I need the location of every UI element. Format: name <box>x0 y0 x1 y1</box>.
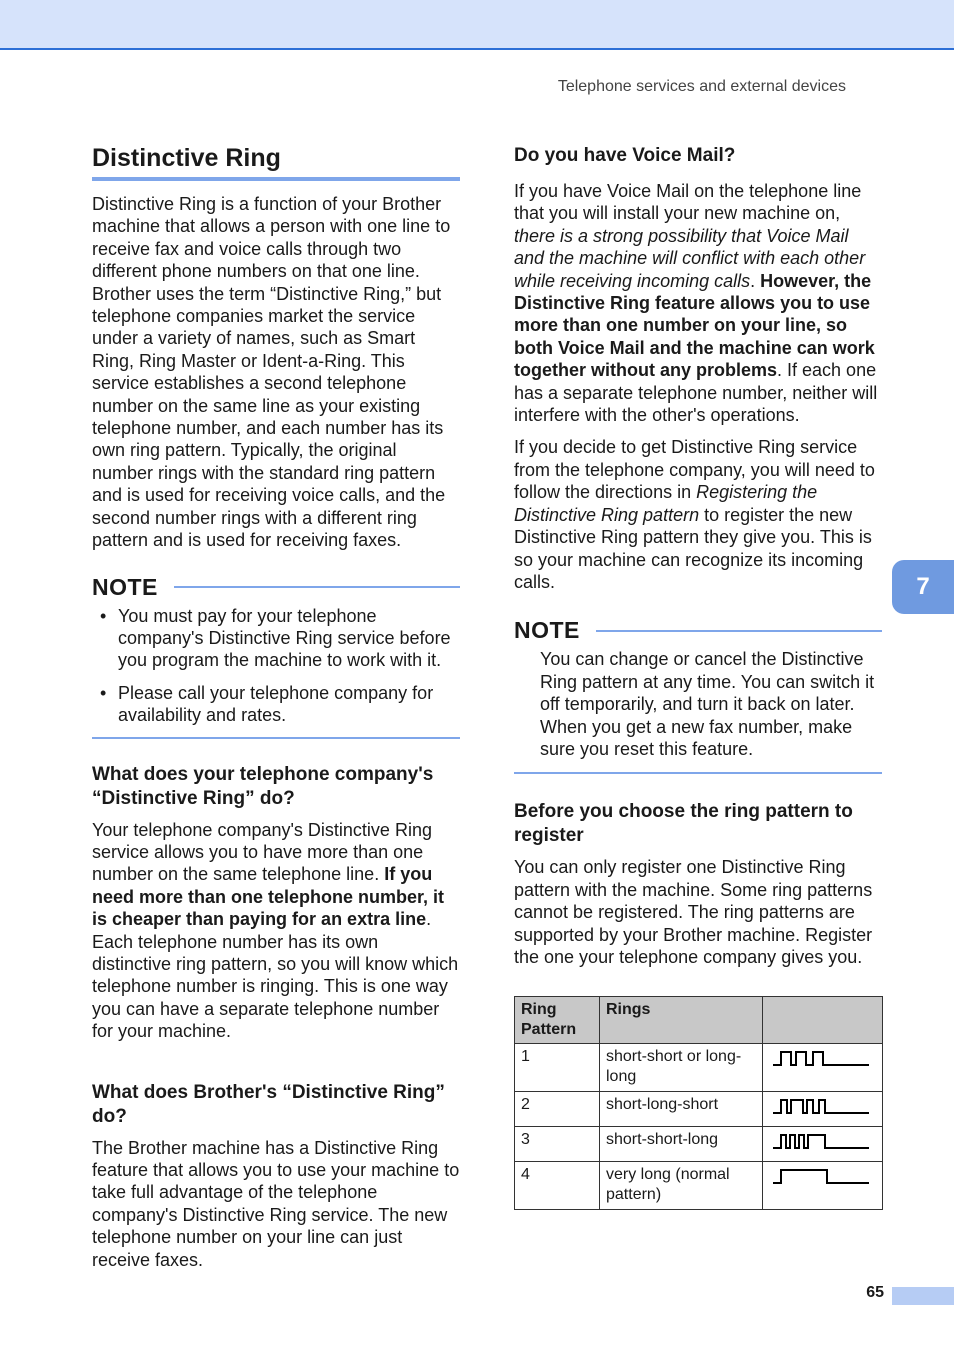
table-row <box>515 1162 883 1210</box>
page-number: 65 <box>866 1284 884 1301</box>
text-run: to register the new Distinctive Ring pattern they give you. This is so your machine can recognize its incoming calls. <box>514 504 872 592</box>
italic-run: there is a strong possibility that Voice Mail and the machine will conflict with each other while receiving incoming calls <box>514 225 866 291</box>
section-heading-voicemail: Do you have Voice Mail? <box>514 145 736 166</box>
rings-description: short-short or long-long <box>600 1044 763 1092</box>
bold-run: However, the Distinctive Ring feature allows you to use more than one number on your line, so both Voice Mail and the machine can work together without any problems <box>514 270 875 381</box>
table-row <box>515 1044 883 1092</box>
note-rule <box>596 630 882 632</box>
text-run: . If each one has a separate telephone number, neither will interfere with the other's operations. <box>514 360 878 426</box>
waveform-short-short-icon <box>769 1047 873 1069</box>
rings-description: short-short-long <box>600 1127 763 1162</box>
header-bar <box>0 0 954 50</box>
section-heading-brother-ring: What does Brother's “Distinctive Ring” do? <box>92 1081 445 1127</box>
note-item: • You must pay for your telephone company's Distinctive Ring service before you program the machine to work with it. <box>92 605 460 672</box>
note-label: NOTE <box>92 573 158 600</box>
page-number-bar <box>892 1287 954 1305</box>
pattern-number: 4 <box>515 1162 600 1210</box>
note-list <box>92 605 460 727</box>
text-run: . <box>750 270 761 291</box>
note-rule <box>174 586 460 588</box>
rings-description: very long (normal pattern) <box>600 1162 763 1210</box>
intro-paragraph: Distinctive Ring is a function of your Brother machine that allows a person with one line to receive fax and voice calls through two different phone numbers on that one line. Brother uses the term “Distinctive Ring,” but telephone companies market the service under a variety of names, such as Smart Ring, Ring Master or Ident-a-Ring. This service establishes a second telephone number on the same line as your existing telephone number, and each number has its own ring pattern. Typically, the original number rings with the standard ring pattern and is used for receiving voice calls, and the second number rings with a different ring pattern and is used for receiving faxes. <box>92 194 451 551</box>
column-header: Rings <box>600 997 763 1044</box>
ring-waveform-3 <box>763 1127 883 1162</box>
chapter-tab: 7 <box>892 560 954 614</box>
text-run: . Each telephone number has its own distinctive ring pattern, so you will know which telephone number is ringing. This is one way you can have a separate telephone number for your machine. <box>92 909 459 1042</box>
bold-run: If you need more than one telephone number, it is cheaper than paying for an extra line <box>92 864 445 930</box>
pattern-number: 1 <box>515 1044 600 1092</box>
rings-description: short-long-short <box>600 1092 763 1127</box>
pattern-number: 2 <box>515 1092 600 1127</box>
ring-waveform-2 <box>763 1092 883 1127</box>
text-run: Your telephone company's Distinctive Ring service allows you to have more than one number on the same telephone line. <box>92 819 432 885</box>
running-header: Telephone services and external devices <box>557 78 846 95</box>
ring-pattern-table <box>514 996 883 1210</box>
waveform-short-long-short-icon <box>769 1095 873 1117</box>
note-header <box>514 617 882 644</box>
table-row <box>515 1092 883 1127</box>
ring-waveform-1 <box>763 1044 883 1092</box>
text-run: If you have Voice Mail on the telephone line that you will install your new machine on, <box>514 181 862 224</box>
waveform-short-short-long-icon <box>769 1130 873 1152</box>
voicemail-paragraph <box>514 180 882 426</box>
note-body: You can change or cancel the Distinctive Ring pattern at any time. You can switch it off temporarily, and turn it back on later. When you get a new fax number, make sure you reset this feature. <box>540 649 875 759</box>
cross-reference: Registering the Distinctive Ring pattern <box>514 482 818 525</box>
voicemail-paragraph-2 <box>514 436 882 593</box>
column-header: Ring Pattern <box>515 997 600 1044</box>
page-title: Distinctive Ring <box>92 140 460 181</box>
section-paragraph: The Brother machine has a Distinctive Ring feature that allows you to use your machine to take full advantage of the telephone company's Distinctive Ring service. The new telephone number on your line can just receive faxes. <box>92 1137 460 1270</box>
note-header <box>92 574 460 601</box>
ring-waveform-4 <box>763 1162 883 1210</box>
table-row <box>515 1127 883 1162</box>
section-heading-company-ring: What does your telephone company's “Distinctive Ring” do? <box>92 763 434 809</box>
column-header-diagram <box>763 997 883 1044</box>
right-column <box>514 140 882 1210</box>
table-header-row <box>515 997 883 1044</box>
note-item: • Please call your telephone company for availability and rates. <box>92 682 460 727</box>
text-run: If you decide to get Distinctive Ring service from the telephone company, you will need to follow the directions in <box>514 437 875 503</box>
pattern-number: 3 <box>515 1127 600 1162</box>
waveform-very-long-icon <box>769 1165 873 1187</box>
note-label: NOTE <box>514 617 580 644</box>
section-heading-before-register: Before you choose the ring pattern to register <box>514 801 853 847</box>
section-paragraph: You can only register one Distinctive Ring pattern with the machine. Some ring patterns cannot be registered. The ring patterns are supported by your Brother machine. Register the one your telephone company gives you. <box>514 857 873 967</box>
left-column <box>92 140 460 1281</box>
section-paragraph <box>92 819 460 1043</box>
